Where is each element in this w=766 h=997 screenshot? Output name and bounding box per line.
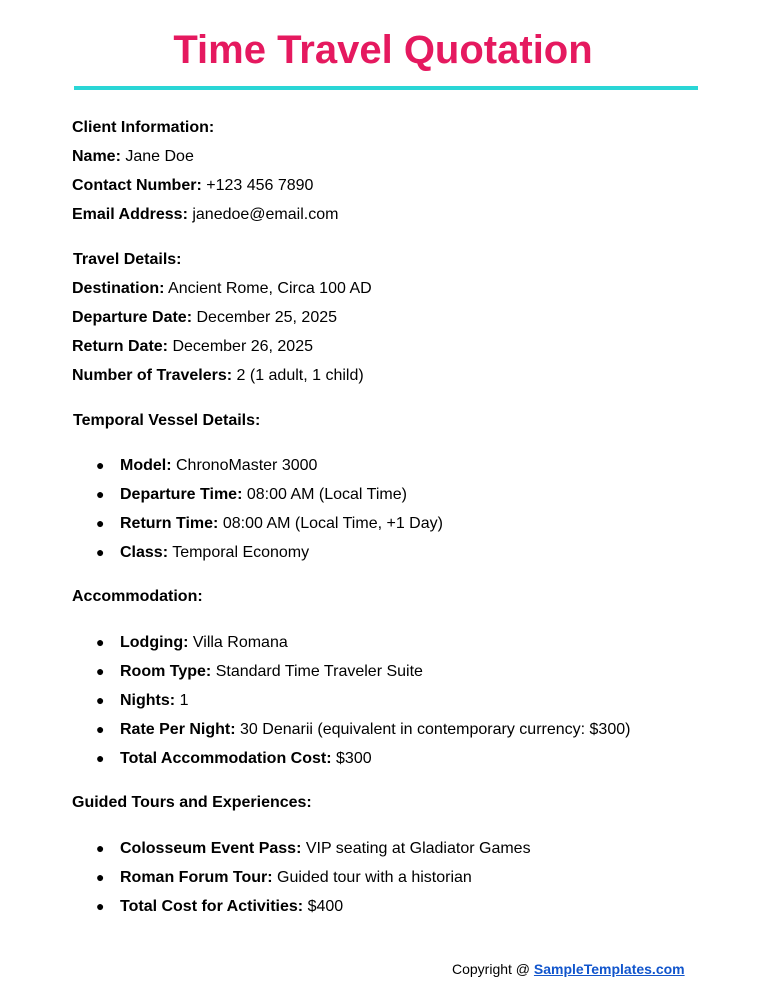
bullet-icon: ● <box>96 515 105 531</box>
bullet-icon: ● <box>96 869 105 885</box>
travel-heading: Travel Details: <box>73 251 182 268</box>
list-item: ● Class: Temporal Economy <box>96 544 310 561</box>
bullet-icon: ● <box>96 457 105 473</box>
list-item: ● Roman Forum Tour: Guided tour with a historian <box>96 869 472 886</box>
travel-departure: Departure Date: December 25, 2025 <box>72 309 338 326</box>
bullet-icon: ● <box>96 486 105 502</box>
sampletemplates-link[interactable]: SampleTemplates.com <box>533 961 685 977</box>
list-item: ● Return Time: 08:00 AM (Local Time, +1 Day) <box>96 515 443 532</box>
travel-travelers: Number of Travelers: 2 (1 adult, 1 child) <box>72 367 364 384</box>
list-item: ● Rate Per Night: 30 Denarii (equivalent in contemporary currency: $300) <box>96 721 631 738</box>
travel-destination: Destination: Ancient Rome, Circa 100 AD <box>72 280 372 297</box>
list-item: ● Total Cost for Activities: $400 <box>96 898 344 915</box>
list-item: ● Departure Time: 08:00 AM (Local Time) <box>96 486 407 503</box>
copyright-text: Copyright @ <box>452 961 531 977</box>
tours-heading: Guided Tours and Experiences: <box>72 794 312 811</box>
bullet-icon: ● <box>96 634 105 650</box>
vessel-heading: Temporal Vessel Details: <box>73 412 261 429</box>
accommodation-heading: Accommodation: <box>72 588 203 605</box>
bullet-icon: ● <box>96 692 105 708</box>
bullet-icon: ● <box>96 721 105 737</box>
bullet-icon: ● <box>96 750 105 766</box>
list-item: ● Model: ChronoMaster 3000 <box>96 457 318 474</box>
title-divider <box>74 86 698 90</box>
list-item: ● Colosseum Event Pass: VIP seating at Gladiator Games <box>96 840 531 857</box>
list-item: ● Lodging: Villa Romana <box>96 634 288 651</box>
client-phone: Contact Number: +123 456 7890 <box>72 177 314 194</box>
list-item: ● Nights: 1 <box>96 692 189 709</box>
bullet-icon: ● <box>96 898 105 914</box>
bullet-icon: ● <box>96 663 105 679</box>
client-heading: Client Information: <box>72 119 215 136</box>
client-name: Name: Jane Doe <box>72 148 194 165</box>
client-email: Email Address: janedoe@email.com <box>72 206 339 223</box>
travel-return: Return Date: December 26, 2025 <box>72 338 313 355</box>
bullet-icon: ● <box>96 544 105 560</box>
footer <box>452 960 685 978</box>
list-item: ● Room Type: Standard Time Traveler Suite <box>96 663 423 680</box>
bullet-icon: ● <box>96 840 105 856</box>
list-item: ● Total Accommodation Cost: $300 <box>96 750 372 767</box>
page-title: Time Travel Quotation <box>173 28 593 72</box>
